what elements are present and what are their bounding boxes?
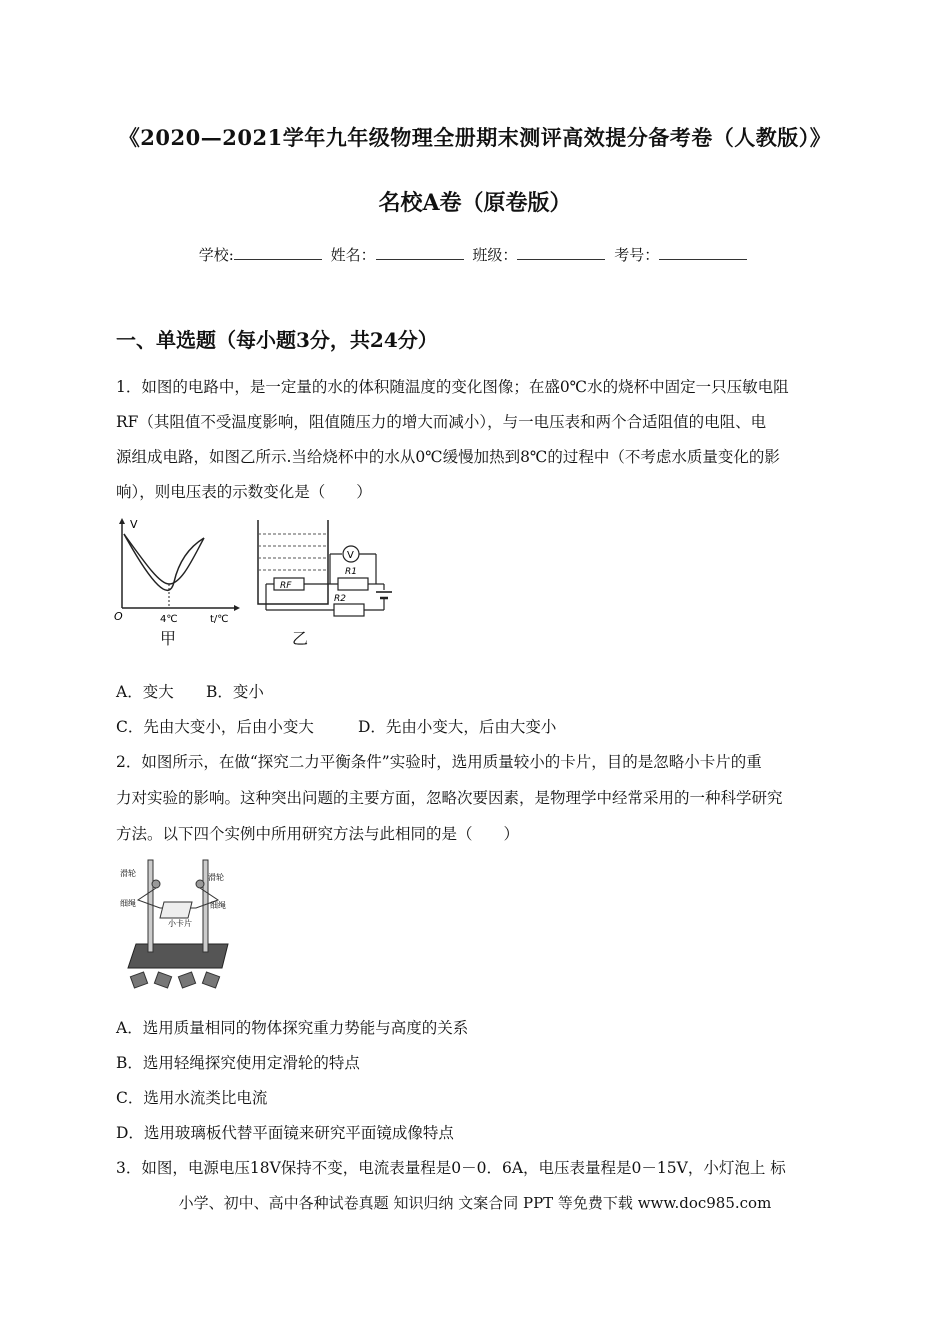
r1-resistor <box>338 578 368 590</box>
r2-label: R2 <box>334 594 346 604</box>
q2-line2: 力对实验的影响。这种突出问题的主要方面，忽略次要因素，是物理学中经常采用的一种科学研究 <box>116 789 783 807</box>
x-axis-label: t/℃ <box>210 614 229 625</box>
q1-line1: 1．如图的电路中，是一定量的水的体积随温度的变化图像；在盛0℃水的烧杯中固定一只压敏电阻 <box>116 378 789 396</box>
paper-title: 《2020—2021学年九年级物理全册期末测评高效提分备考卷（人教版）》 <box>118 125 832 150</box>
pulley-left-label: 滑轮 <box>120 869 136 878</box>
school-label: 学校: <box>198 246 234 264</box>
class-label: 班级： <box>472 246 518 264</box>
origin-label: O <box>114 610 123 623</box>
q3-line1: 3．如图，电源电压18V保持不变，电流表量程是0－0．6A，电压表量程是0－15V，小灯泡上 标 <box>116 1159 786 1177</box>
paper-subtitle: 名校A卷（原卷版） <box>378 190 572 216</box>
voltmeter-label: V <box>347 550 354 561</box>
student-info-line <box>0 244 950 265</box>
q1-option-b[interactable]: B．变小 <box>206 683 264 701</box>
y-axis-label: V <box>130 518 138 531</box>
card-label: 小卡片 <box>168 919 192 928</box>
r1-label: R1 <box>345 567 357 577</box>
weights <box>130 972 219 988</box>
q1-option-a[interactable]: A．变大 <box>116 683 174 701</box>
q2-option-d[interactable]: D．选用玻璃板代替平面镜来研究平面镜成像特点 <box>116 1124 454 1142</box>
r2-resistor <box>334 604 364 616</box>
exam-number-label: 考号： <box>614 246 660 264</box>
figure-jia-caption: 甲 <box>160 629 177 648</box>
rf-label: RF <box>280 581 292 591</box>
q1-option-d[interactable]: D．先由小变大，后由大变小 <box>358 718 557 736</box>
q1-line2: RF（其阻值不受温度影响，阻值随压力的增大而减小），与一电压表和两个合适阻值的电阻、电 <box>116 413 767 431</box>
school-blank[interactable] <box>234 245 322 260</box>
string-left-label: 细绳 <box>120 899 136 908</box>
pulley-right-label: 滑轮 <box>208 873 224 882</box>
q2-option-a[interactable]: A．选用质量相同的物体探究重力势能与高度的关系 <box>116 1019 469 1037</box>
figure-yi-caption: 乙 <box>292 629 309 648</box>
figure-yi-circuit <box>252 516 412 626</box>
name-blank[interactable] <box>376 245 464 260</box>
q1-line3: 源组成电路，如图乙所示.当给烧杯中的水从0℃缓慢加热到8℃的过程中（不考虑水质量变化的影 <box>116 448 780 466</box>
page-footer: 小学、初中、高中各种试卷真题 知识归纳 文案合同 PPT 等免费下载 www.doc985.com <box>178 1194 772 1212</box>
exam-number-blank[interactable] <box>659 245 747 260</box>
q2-line3: 方法。以下四个实例中所用研究方法与此相同的是（ ） <box>116 825 520 843</box>
q2-option-b[interactable]: B．选用轻绳探究使用定滑轮的特点 <box>116 1054 360 1072</box>
section-heading: 一、单选题（每小题3分，共24分） <box>116 328 438 352</box>
string-right-label: 细绳 <box>210 901 226 910</box>
q2-option-c[interactable]: C．选用水流类比电流 <box>116 1089 268 1107</box>
name-label: 姓名： <box>330 246 376 264</box>
beaker <box>258 520 328 604</box>
figure-jia-graph <box>112 516 242 646</box>
figure-balance-apparatus <box>118 856 238 996</box>
x-tick-label: 4℃ <box>160 614 178 625</box>
class-blank[interactable] <box>517 245 605 260</box>
q1-option-c[interactable]: C．先由大变小，后由小变大 <box>116 718 314 736</box>
q2-line1: 2．如图所示，在做“探究二力平衡条件”实验时，选用质量较小的卡片，目的是忽略小卡片的重 <box>116 753 762 771</box>
q1-line4: 响），则电压表的示数变化是（ ） <box>116 483 372 501</box>
